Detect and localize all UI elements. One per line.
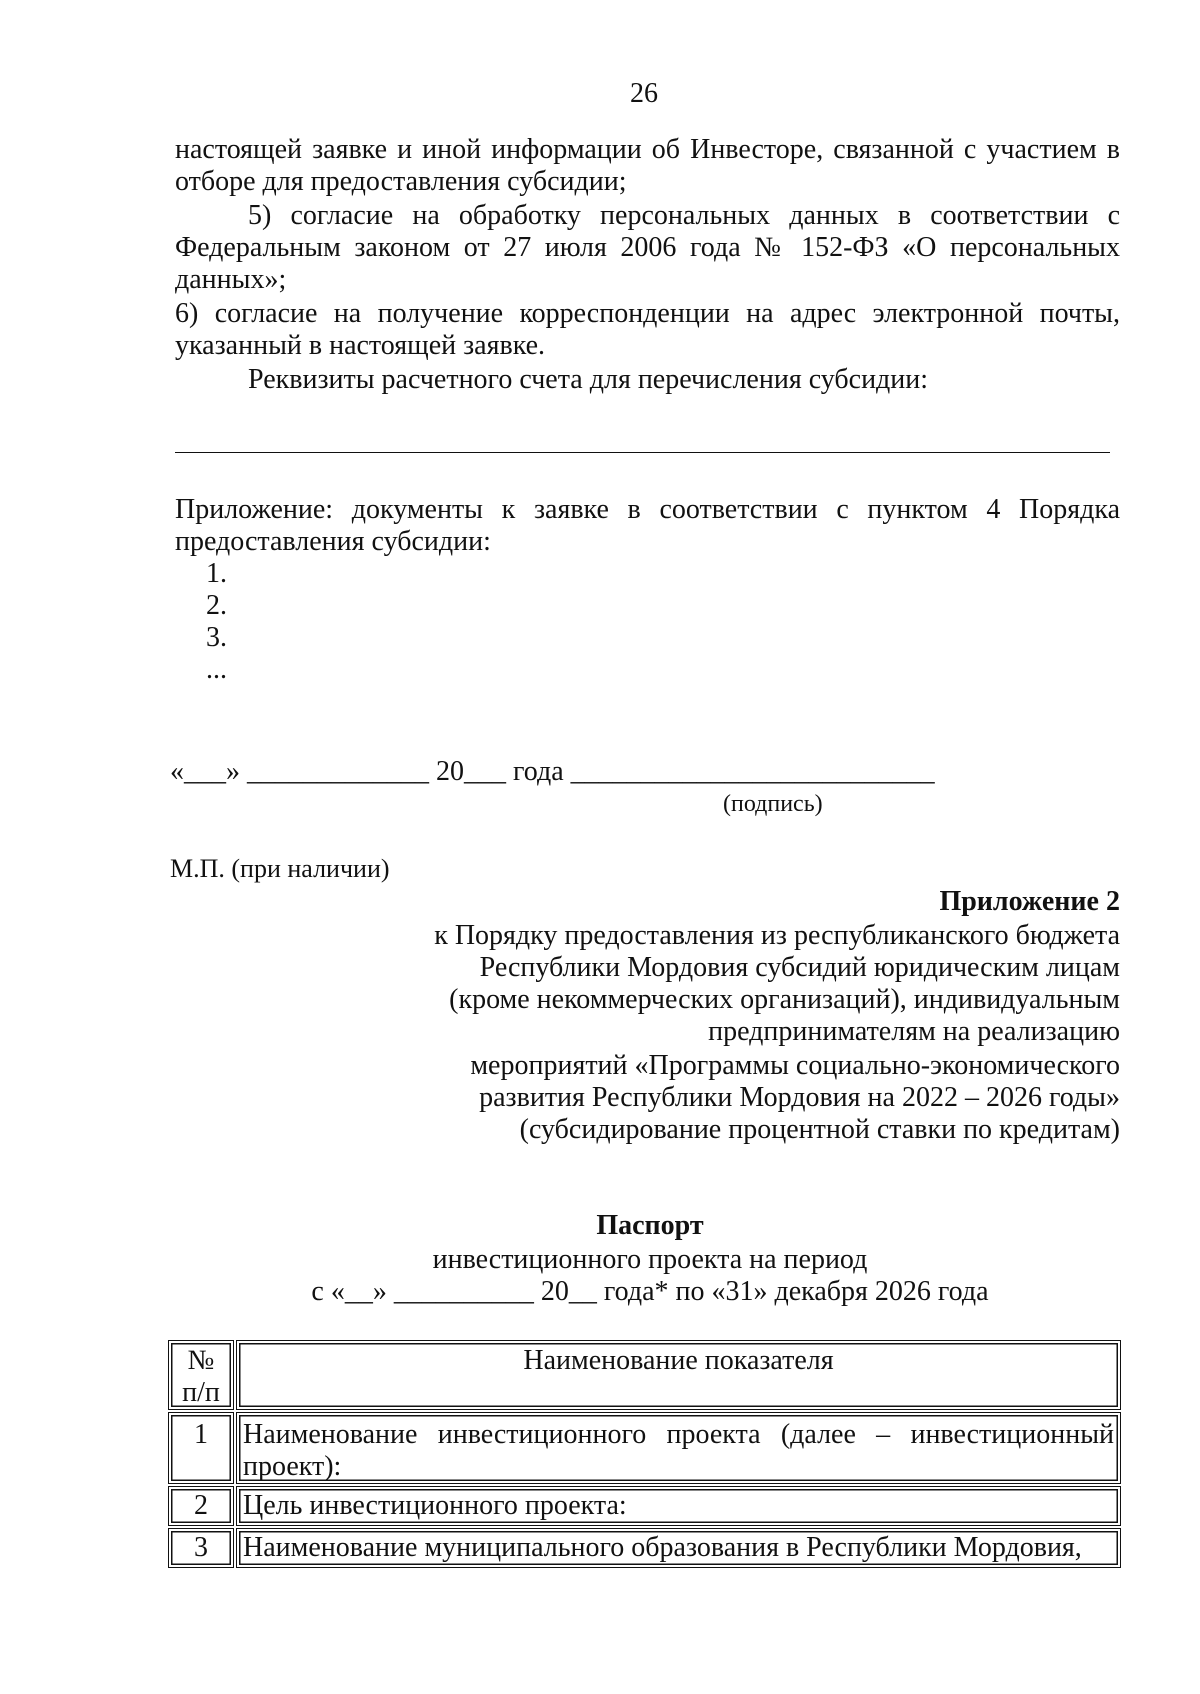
passport-title: Паспорт — [596, 1210, 704, 1241]
header-num-line: п/п — [182, 1377, 220, 1408]
attachment-item: 3. — [206, 622, 227, 653]
stamp-label: М.П. (при наличии) — [170, 854, 390, 883]
appendix-line: (субсидирование процентной ставки по кредитам) — [519, 1114, 1120, 1145]
row-name-cell — [236, 1412, 1121, 1484]
row-number: 3 — [194, 1532, 208, 1563]
appendix-line: Республики Мордовия субсидий юридическим лицам — [479, 952, 1120, 983]
row-number-cell — [168, 1412, 234, 1484]
attachment-line: Приложение: документы к заявке в соответствии с пунктом 4 Порядка — [175, 494, 1120, 525]
paragraph-line: настоящей заявке и иной информации об Инвесторе, связанной с участием в — [175, 134, 1120, 165]
attachment-item: 1. — [206, 558, 227, 589]
table-header-row — [168, 1340, 1121, 1410]
row-number: 1 — [194, 1419, 208, 1450]
row-number-cell — [168, 1528, 234, 1568]
passport-period: с «__» __________ 20__ года* по «31» декабря 2026 года — [311, 1276, 989, 1307]
appendix-line: предпринимателям на реализацию — [708, 1016, 1120, 1047]
attachment-item: ... — [206, 654, 227, 685]
paragraph-line: Федеральным законом от 27 июля 2006 года № 152-ФЗ «О персональных — [175, 232, 1120, 263]
appendix-line: мероприятий «Программы социально-экономического — [470, 1050, 1120, 1081]
row-number-cell — [168, 1486, 234, 1526]
appendix-title: Приложение 2 — [939, 886, 1120, 917]
header-name-text: Наименование показателя — [523, 1345, 834, 1376]
passport-subtitle: инвестиционного проекта на период — [432, 1244, 868, 1275]
passport-table — [168, 1340, 1121, 1570]
attachment-item: 2. — [206, 590, 227, 621]
header-cell-number — [168, 1340, 234, 1410]
row-name-cell — [236, 1486, 1121, 1526]
row-name-line: проект): — [243, 1451, 342, 1482]
table-row — [168, 1486, 1121, 1526]
header-cell-name — [236, 1340, 1121, 1410]
appendix-line: (кроме некоммерческих организаций), индивидуальным — [449, 984, 1120, 1015]
account-details-line — [175, 452, 1110, 453]
signature-caption: (подпись) — [723, 791, 823, 817]
table-row — [168, 1412, 1121, 1484]
row-name-line: Наименование муниципального образования в Республики Мордовия, — [243, 1532, 1082, 1563]
row-number: 2 — [194, 1490, 208, 1521]
paragraph-line: указанный в настоящей заявке. — [175, 330, 546, 361]
paragraph-line: отборе для предоставления субсидии; — [175, 166, 627, 197]
appendix-line: к Порядку предоставления из республиканского бюджета — [434, 920, 1120, 951]
paragraph-line: данных»; — [175, 264, 287, 295]
paragraph-line: Реквизиты расчетного счета для перечисления субсидии: — [248, 364, 929, 395]
table-row — [168, 1528, 1121, 1568]
row-name-line: Наименование инвестиционного проекта (далее – инвестиционный — [243, 1419, 1114, 1450]
appendix-line: развития Республики Мордовия на 2022 – 2026 годы» — [479, 1082, 1120, 1113]
paragraph-line: 6) согласие на получение корреспонденции на адрес электронной почты, — [175, 298, 1120, 329]
attachment-line: предоставления субсидии: — [175, 526, 491, 557]
row-name-line: Цель инвестиционного проекта: — [243, 1490, 627, 1521]
page-number: 26 — [630, 78, 658, 109]
header-num-line: № — [187, 1345, 215, 1376]
row-name-cell — [236, 1528, 1121, 1568]
paragraph-line: 5) согласие на обработку персональных данных в соответствии с — [248, 200, 1120, 231]
signature-date-line: «___» _____________ 20___ года __________________________ — [170, 756, 935, 787]
